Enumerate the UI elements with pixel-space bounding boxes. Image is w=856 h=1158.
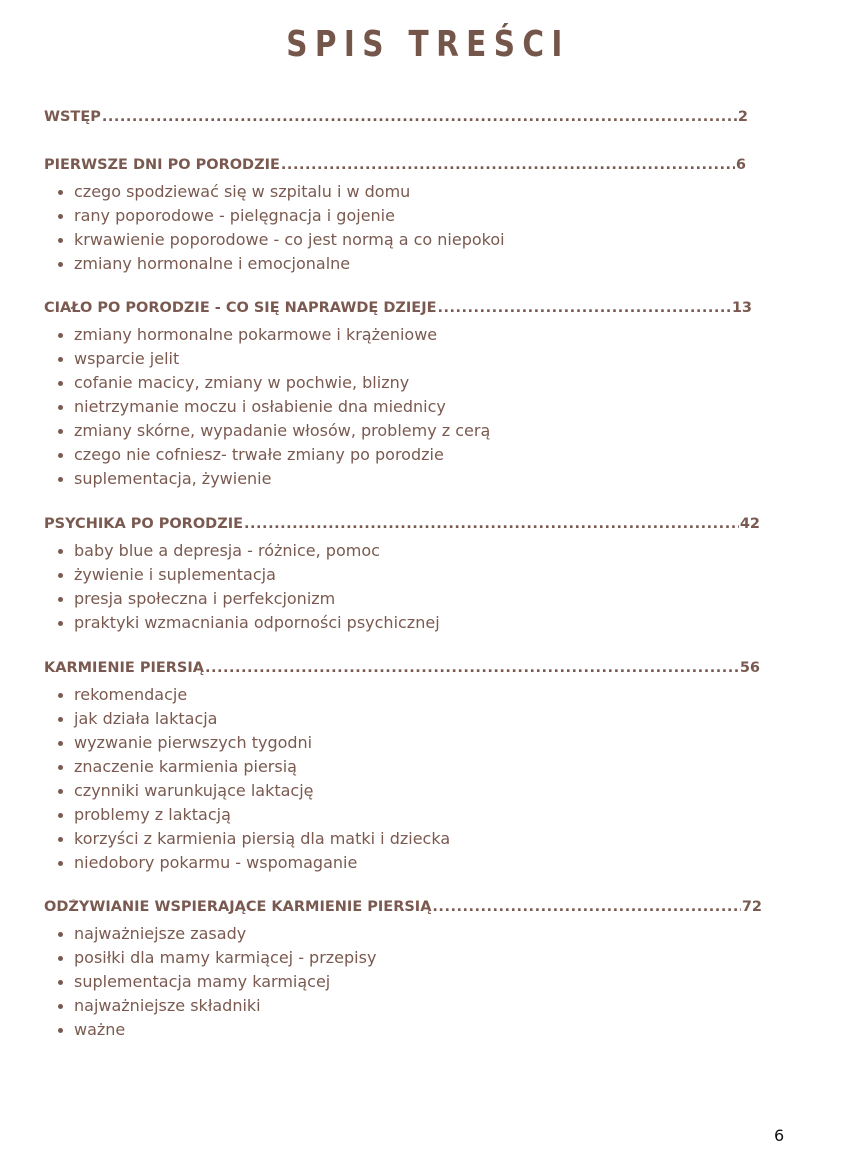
toc-subitem: cofanie macicy, zmiany w pochwie, blizny [58,371,490,395]
toc-subitem: praktyki wzmacniania odporności psychicznej [58,611,440,635]
toc-subitem: rany poporodowe - pielęgnacja i gojenie [58,204,505,228]
toc-subitem: wyzwanie pierwszych tygodni [58,731,450,755]
toc-leader-dots [102,109,737,125]
toc-subitem: czego nie cofniesz- trwałe zmiany po porodzie [58,443,490,467]
toc-subitems [58,539,440,635]
toc-heading: ODŻYWIANIE WSPIERAJĄCE KARMIENIE PIERSIĄ [44,899,432,915]
toc-heading: WSTĘP [44,109,101,125]
toc-leader-dots [432,899,740,915]
toc-subitem: nietrzymanie moczu i osłabienie dna miednicy [58,395,490,419]
page-title: SPIS TREŚCI [286,24,570,65]
toc-subitem: baby blue a depresja - różnice, pomoc [58,539,440,563]
toc-subitem: presja społeczna i perfekcjonizm [58,587,440,611]
toc-subitem: rekomendacje [58,683,450,707]
toc-leader-dots [438,300,731,316]
toc-heading: CIAŁO PO PORODZIE - CO SIĘ NAPRAWDĘ DZIEJE [44,300,437,316]
toc-subitem: zmiany hormonalne i emocjonalne [58,252,505,276]
toc-page-number: 72 [741,899,762,915]
toc-subitem: żywienie i suplementacja [58,563,440,587]
toc-subitems [58,323,490,491]
toc-entry-karmienie-piersia[interactable] [44,660,760,682]
toc-subitem: jak działa laktacja [58,707,450,731]
toc-page-number: 56 [739,660,760,676]
toc-leader-dots [244,516,739,532]
toc-subitems [58,683,450,875]
toc-heading: PIERWSZE DNI PO PORODZIE [44,157,280,173]
toc-subitem: niedobory pokarmu - wspomaganie [58,851,450,875]
page-number: 6 [774,1126,785,1145]
toc-page-number: 2 [737,109,748,125]
toc-entry-wstep[interactable] [44,109,748,131]
toc-subitem: problemy z laktacją [58,803,450,827]
toc-heading: PSYCHIKA PO PORODZIE [44,516,244,532]
toc-subitem: czego spodziewać się w szpitalu i w domu [58,180,505,204]
toc-subitem: posiłki dla mamy karmiącej - przepisy [58,946,376,970]
toc-page-number: 13 [731,300,752,316]
toc-subitems [58,922,376,1042]
toc-subitem: najważniejsze zasady [58,922,376,946]
toc-subitem: najważniejsze składniki [58,994,376,1018]
toc-subitem: ważne [58,1018,376,1042]
toc-subitem: suplementacja mamy karmiącej [58,970,376,994]
toc-page-number: 6 [735,157,746,173]
toc-entry-pierwsze-dni[interactable] [44,157,746,179]
toc-subitems [58,180,505,276]
toc-subitem: czynniki warunkujące laktację [58,779,450,803]
toc-subitem: znaczenie karmienia piersią [58,755,450,779]
toc-entry-psychika[interactable] [44,516,760,538]
toc-subitem: korzyści z karmienia piersią dla matki i dziecka [58,827,450,851]
toc-subitem: suplementacja, żywienie [58,467,490,491]
toc-entry-odzywianie[interactable] [44,899,762,921]
toc-subitem: krwawienie poporodowe - co jest normą a co niepokoi [58,228,505,252]
toc-leader-dots [281,157,735,173]
toc-page-number: 42 [739,516,760,532]
toc-leader-dots [205,660,739,676]
toc-subitem: zmiany hormonalne pokarmowe i krążeniowe [58,323,490,347]
toc-subitem: zmiany skórne, wypadanie włosów, problemy z cerą [58,419,490,443]
toc-subitem: wsparcie jelit [58,347,490,371]
toc-entry-cialo-po-porodzie[interactable] [44,300,752,322]
toc-heading: KARMIENIE PIERSIĄ [44,660,204,676]
